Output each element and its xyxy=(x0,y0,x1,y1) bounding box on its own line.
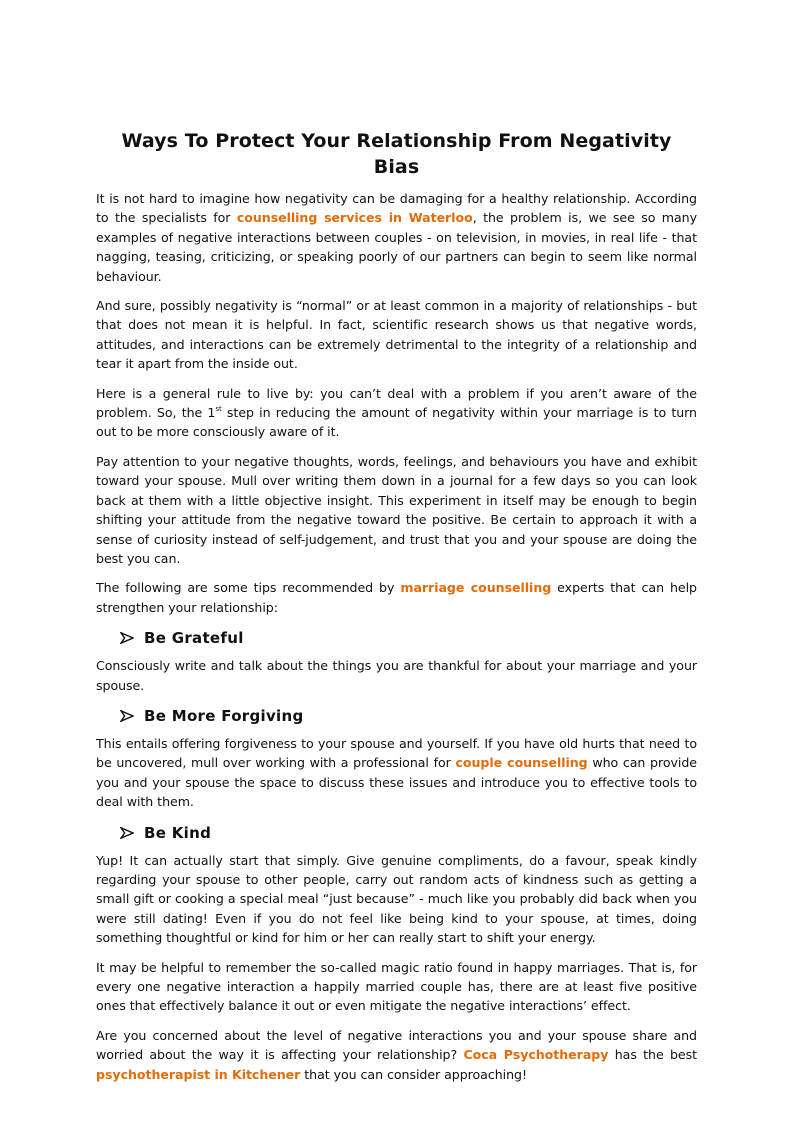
paragraph-closing: Are you concerned about the level of negative interactions you and your spouse share and worried about the way it is affecting your relationship? Coca Psychotherapy has the best psychotherapist in Kitchener that you can consider approaching! xyxy=(96,1027,698,1082)
tip-text-be-more-forgiving: This entails offering forgiveness to your spouse and yourself. If you have old hurts that need to be uncovered, mull over working with a professional for couple counselling who can provide you and your spouse the space to discuss these issues and introduce you to effective tools to deal with them. xyxy=(96,735,697,810)
arrowhead-bullet-icon xyxy=(120,632,136,644)
tip-text-be-grateful: Consciously write and talk about the things you are thankful for about your marriage and your spouse. xyxy=(96,658,697,693)
link-counselling-services-waterloo[interactable]: counselling services in Waterloo xyxy=(236,210,473,226)
paragraph-general-rule: Here is a general rule to live by: you can’t deal with a problem if you aren’t aware of the problem. So, the 1st step in reducing the amount of negativity within your marriage is to turn out to be more consciously aware of it. xyxy=(96,385,697,440)
tip-title: Be Grateful xyxy=(144,629,244,648)
document-page xyxy=(96,128,697,1094)
tip-heading-be-grateful xyxy=(120,627,697,649)
paragraph-pay-attention: Pay attention to your negative thoughts, words, feelings, and behaviours you have and exhibit toward your spouse. Mull over writing them down in a journal for a few days so you can look back at them with a little objective insight. This experiment in itself may be enough to begin shifting your attitude from the negative toward the positive. Be certain to approach it with a sense of curiosity instead of self-judgement, and trust that you and your spouse are doing the best you can. xyxy=(96,453,697,566)
arrowhead-bullet-icon xyxy=(120,710,136,722)
page-title: Ways To Protect Your Relationship From Negativity Bias xyxy=(121,130,672,178)
tip-heading-be-more-forgiving xyxy=(120,705,697,727)
link-coca-psychotherapy[interactable]: Coca Psychotherapy xyxy=(463,1047,609,1063)
link-psychotherapist-kitchener[interactable]: psychotherapist in Kitchener xyxy=(96,1066,301,1082)
link-couple-counselling[interactable]: couple counselling xyxy=(455,755,588,771)
tip-heading-be-kind xyxy=(120,822,697,844)
tip-text-be-kind: Yup! It can actually start that simply. Give genuine compliments, do a favour, speak kindly regarding your spouse to other people, carry out random acts of kindness such as getting a small gift or cooking a special meal “just because” - much like you probably did back when you were still dating! Even if you do not feel like being kind to your spouse, at times, doing something thoughtful or kind for him or her can really start to shift your energy. xyxy=(96,852,697,946)
tip-title: Be Kind xyxy=(144,823,212,842)
arrowhead-bullet-icon xyxy=(120,827,136,839)
paragraph-tips-intro: The following are some tips recommended by marriage counselling experts that can help strengthen your relationship: xyxy=(96,580,698,615)
intro-paragraph: It is not hard to imagine how negativity can be damaging for a healthy relationship. According to the specialists for counselling services in Waterloo, the problem is, we see so many examples of negative interactions between couples - on television, in movies, in real life - that nagging, teasing, criticizing, or speaking poorly of our partners can begin to seem like normal behaviour. xyxy=(96,191,697,284)
link-marriage-counselling[interactable]: marriage counselling xyxy=(400,580,552,596)
paragraph-magic-ratio: It may be helpful to remember the so-called magic ratio found in happy marriages. That is, for every one negative interaction a happily married couple has, there are at least five positive ones that effectively balance it out or even mitigate the negative interactions’ effect. xyxy=(96,959,697,1014)
paragraph-negativity-normal: And sure, possibly negativity is “normal” or at least common in a majority of relationships - but that does not mean it is helpful. In fact, scientific research shows us that negative words, attitudes, and interactions can be extremely detrimental to the integrity of a relationship and tear it apart from the inside out. xyxy=(96,298,697,372)
tip-title: Be More Forgiving xyxy=(144,706,304,725)
